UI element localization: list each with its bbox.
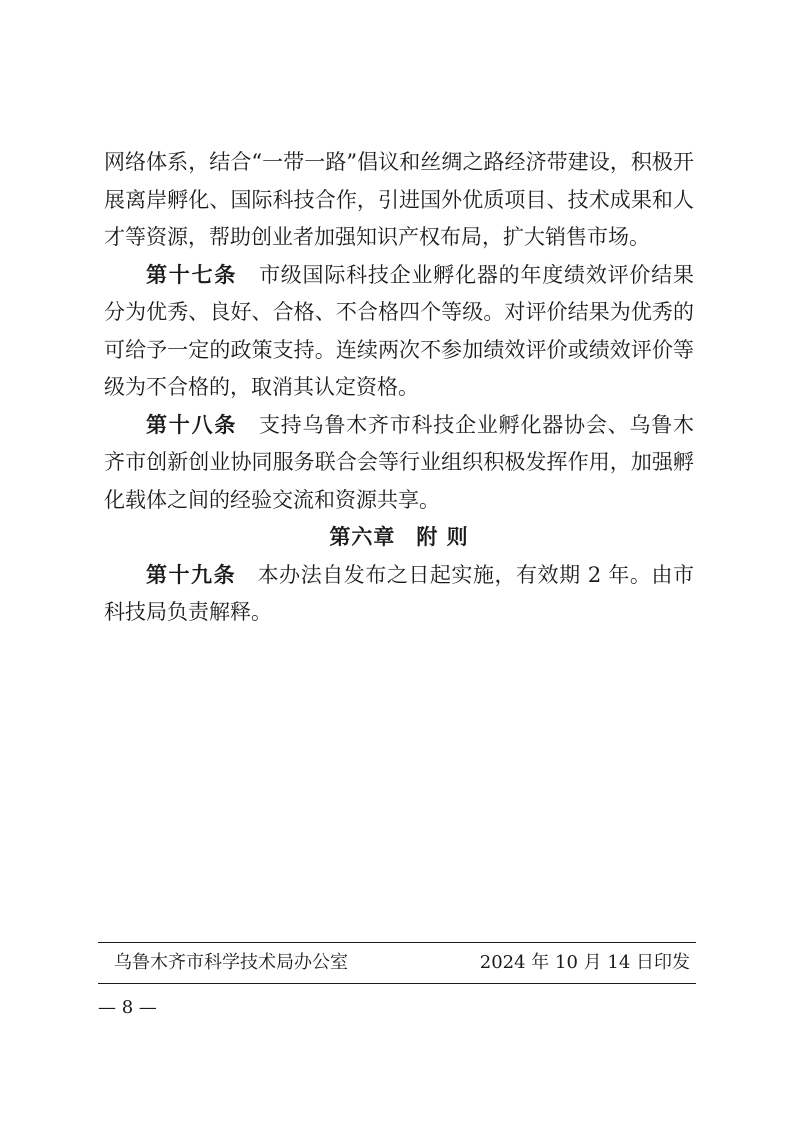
page-number: — 8 — — [98, 997, 157, 1018]
article-text: 市级国际科技企业孵化器的年度绩效评价结果分为优秀、良好、合格、不合格四个等级。对评价结果为优秀的可给予一定的政策支持。连续两次不参加绩效评价或绩效评价等级为不合格的，取消其认定资格。 — [104, 262, 695, 399]
issuer-name: 乌鲁木齐市科学技术局办公室 — [114, 952, 348, 973]
paragraph-continuation — [104, 144, 694, 257]
chapter-heading — [104, 519, 694, 557]
document-body — [104, 144, 694, 632]
paragraph-text: 网络体系，结合“一带一路”倡议和丝绸之路经济带建设，积极开展离岸孵化、国际科技合作，引进国外优质项目、技术成果和人才等资源，帮助创业者加强知识产权布局，扩大销售市场。 — [104, 150, 694, 249]
chapter-number: 第六章 — [329, 525, 396, 549]
article-label: 第十九条 — [146, 562, 237, 587]
article-text: 本办法自发布之日起实施，有效期 2 年。由市科技局负责解释。 — [104, 562, 694, 624]
article-18 — [104, 407, 694, 520]
issue-date: 2024 年 10 月 14 日印发 — [479, 952, 690, 973]
article-19 — [104, 557, 694, 632]
article-label: 第十八条 — [146, 412, 238, 437]
issuance-footer — [98, 942, 696, 984]
article-text: 支持乌鲁木齐市科技企业孵化器协会、乌鲁木齐市创新创业协同服务联合会等行业组织积极发挥作用，加强孵化载体之间的经验交流和资源共享。 — [104, 412, 695, 512]
chapter-name: 附 则 — [416, 525, 469, 549]
article-17 — [104, 257, 694, 407]
article-label: 第十七条 — [146, 262, 238, 287]
